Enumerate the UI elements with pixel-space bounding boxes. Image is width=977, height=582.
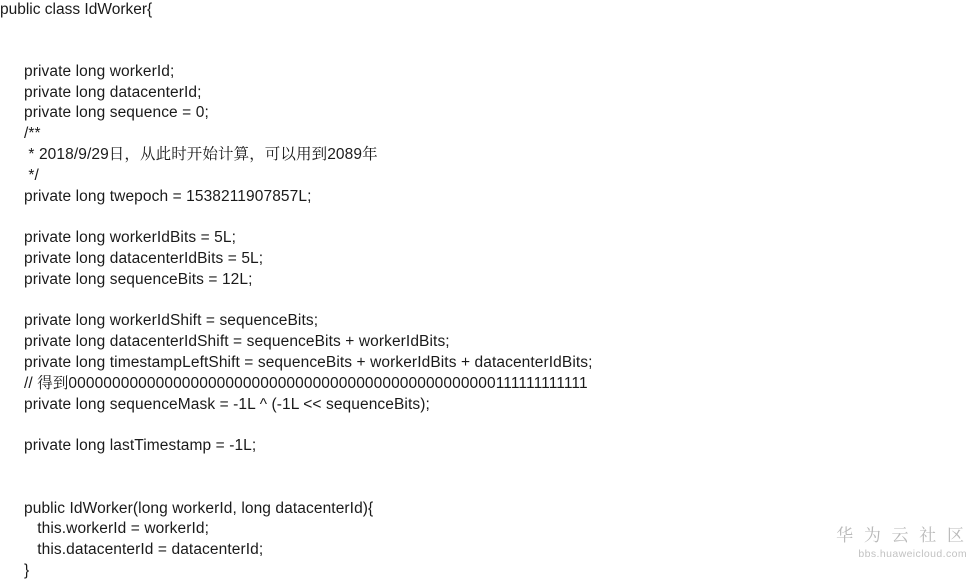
code-line: private long workerId;: [24, 62, 175, 80]
code-body: [0, 41, 977, 582]
code-line: private long datacenterIdBits = 5L;: [24, 249, 264, 267]
code-line: private long datacenterIdShift = sequenceBits + workerIdBits;: [24, 333, 450, 351]
code-line: private long twepoch = 1538211907857L;: [24, 187, 312, 205]
code-line: private long sequenceBits = 12L;: [24, 270, 253, 288]
watermark-sub-text: bbs.huaweicloud.com: [858, 548, 967, 560]
code-line-blank: [0, 41, 977, 62]
code-line: }: [24, 561, 30, 579]
code-line-blank: [0, 207, 977, 228]
code-line: public IdWorker(long workerId, long datacenterId){: [24, 499, 374, 517]
code-line: this.workerId = workerId;: [24, 520, 209, 538]
code-line-class-declaration: public class IdWorker{: [0, 1, 153, 18]
code-line: private long workerIdShift = sequenceBits;: [24, 312, 319, 330]
code-line: // 得到0000000000000000000000000000000000000000000000000111111111111: [24, 374, 588, 392]
code-line-blank: [0, 415, 977, 436]
code-line-blank: [0, 291, 977, 312]
code-line: * 2018/9/29日，从此时开始计算，可以用到2089年: [24, 145, 378, 163]
code-line-blank: [0, 478, 977, 499]
code-line: private long sequenceMask = -1L ^ (-1L << sequenceBits);: [24, 395, 430, 413]
code-line: private long workerIdBits = 5L;: [24, 229, 237, 247]
code-line: private long sequence = 0;: [24, 104, 209, 122]
code-line: private long lastTimestamp = -1L;: [24, 437, 257, 455]
code-line: this.datacenterId = datacenterId;: [24, 541, 264, 559]
code-line: private long timestampLeftShift = sequenceBits + workerIdBits + datacenterIdBits;: [24, 353, 593, 371]
code-line: */: [24, 166, 39, 184]
watermark: [836, 525, 967, 561]
code-line: /**: [24, 125, 41, 143]
watermark-main-text: 华 为 云 社 区: [836, 526, 967, 545]
code-line: private long datacenterId;: [24, 83, 202, 101]
code-line-blank: [0, 457, 977, 478]
